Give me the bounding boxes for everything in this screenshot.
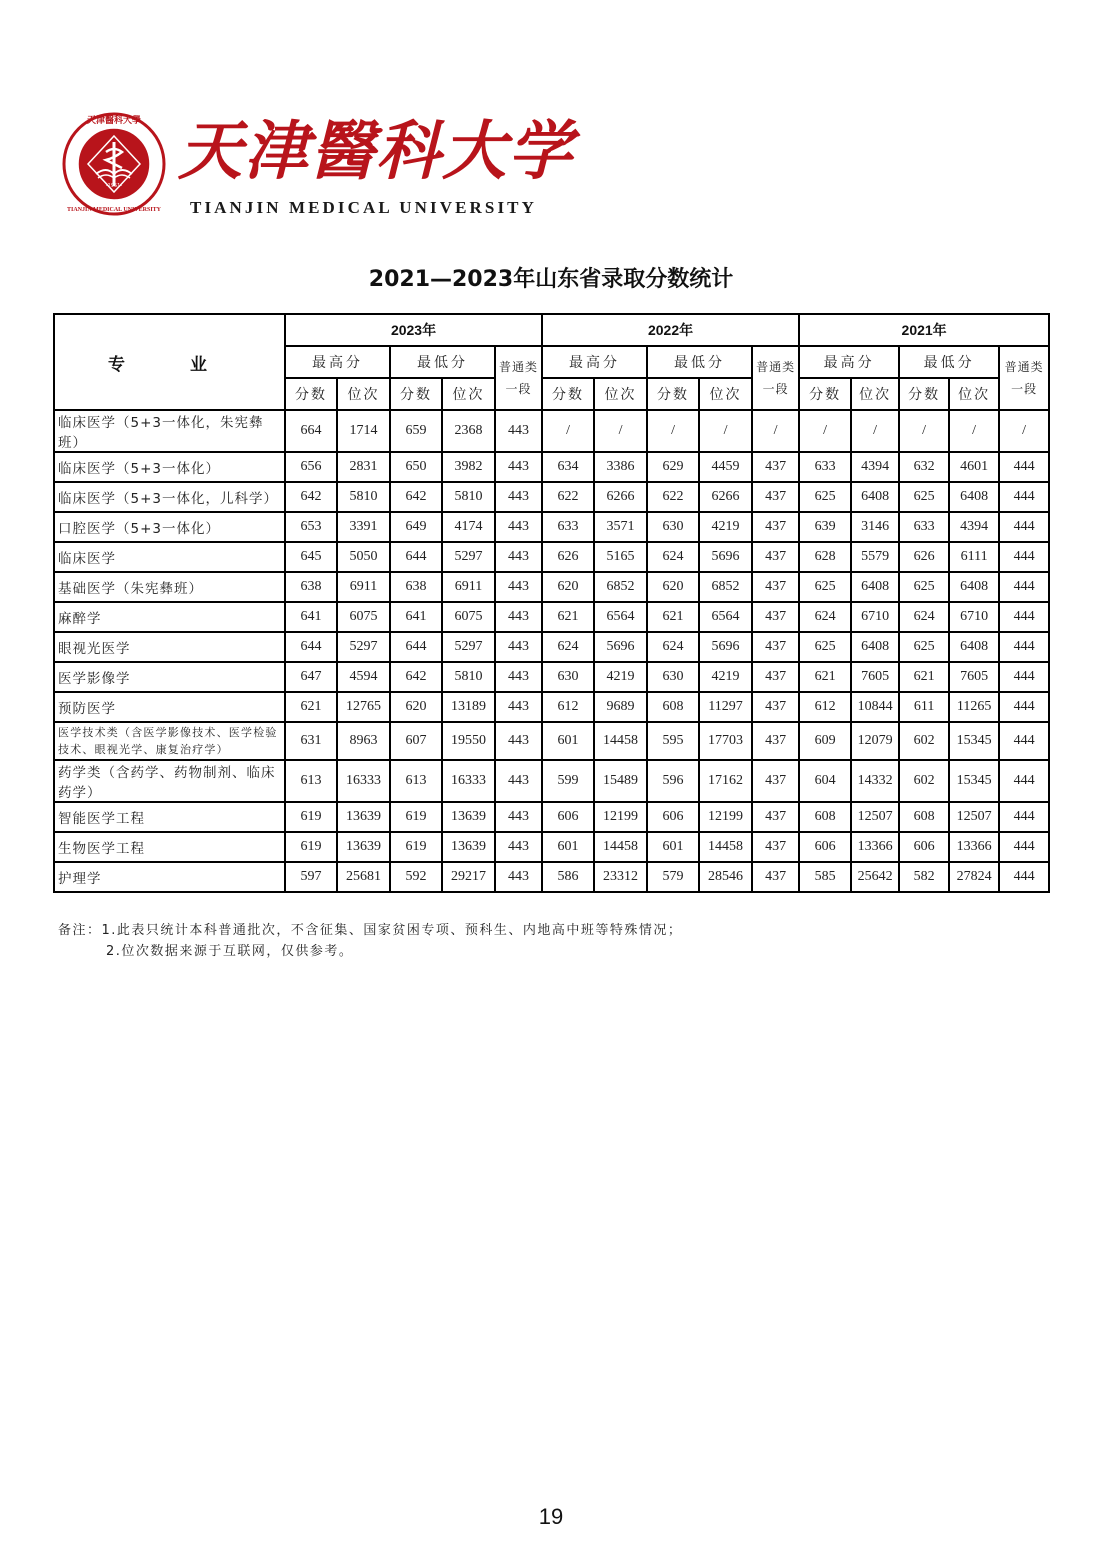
score-value: 656 — [285, 452, 337, 482]
score-value: 639 — [799, 512, 851, 542]
rank-value: 622 — [542, 482, 594, 512]
table-row — [54, 832, 1049, 862]
university-name-en: TIANJIN MEDICAL UNIVERSITY — [190, 198, 537, 217]
score-value: 641 — [390, 602, 442, 632]
table-row — [54, 572, 1049, 602]
segment-line-value: 443 — [495, 802, 542, 832]
score-value: / — [799, 410, 851, 452]
rank-value: 608 — [647, 692, 699, 722]
segment-line-value: 437 — [752, 632, 799, 662]
segment-line-value: 444 — [999, 512, 1049, 542]
table-row — [54, 602, 1049, 632]
segment-line-value: 437 — [752, 602, 799, 632]
rank-value: 5050 — [337, 542, 390, 572]
score-header: 分数 — [542, 378, 594, 410]
segment-line-value: / — [999, 410, 1049, 452]
score-value: 612 — [799, 692, 851, 722]
score-value: 604 — [799, 760, 851, 802]
min-score-header: 最低分 — [899, 346, 999, 378]
score-value: 644 — [285, 632, 337, 662]
segment-line-value: 444 — [999, 452, 1049, 482]
score-value: 633 — [899, 512, 949, 542]
score-value: 585 — [799, 862, 851, 892]
score-value: 619 — [285, 802, 337, 832]
year-header-2022: 2022年 — [542, 314, 799, 346]
rank-value: 6408 — [851, 482, 899, 512]
score-value: 14458 — [699, 832, 752, 862]
table-row — [54, 662, 1049, 692]
rank-value: 16333 — [337, 760, 390, 802]
rank-value: 612 — [542, 692, 594, 722]
rank-value: 624 — [647, 542, 699, 572]
segment-line-value: 443 — [495, 542, 542, 572]
rank-value: 4174 — [442, 512, 495, 542]
rank-value: 13639 — [442, 802, 495, 832]
score-value: 650 — [390, 452, 442, 482]
rank-value: 579 — [647, 862, 699, 892]
score-value: 620 — [390, 692, 442, 722]
table-body — [54, 410, 1049, 892]
rank-value: 629 — [647, 452, 699, 482]
rank-value: 5297 — [442, 632, 495, 662]
rank-value: 25642 — [851, 862, 899, 892]
major-name: 口腔医学（5+3一体化） — [54, 512, 285, 542]
rank-value: 3146 — [851, 512, 899, 542]
rank-value: 6408 — [949, 482, 999, 512]
rank-value: 6408 — [949, 572, 999, 602]
table-row — [54, 512, 1049, 542]
score-value: 633 — [799, 452, 851, 482]
rank-value: 624 — [647, 632, 699, 662]
score-value: 5696 — [699, 542, 752, 572]
max-score-header: 最高分 — [542, 346, 647, 378]
score-value: 606 — [899, 832, 949, 862]
score-value: 12199 — [594, 802, 647, 832]
rank-value: 630 — [647, 512, 699, 542]
segment-line-value: 437 — [752, 452, 799, 482]
max-score-header: 最高分 — [285, 346, 390, 378]
score-value: 609 — [799, 722, 851, 760]
rank-value: 6408 — [851, 572, 899, 602]
score-value: 608 — [899, 802, 949, 832]
rank-value: 12507 — [949, 802, 999, 832]
segment-line-value: 444 — [999, 692, 1049, 722]
rank-value: 6111 — [949, 542, 999, 572]
score-header: 分数 — [285, 378, 337, 410]
rank-value: 6075 — [442, 602, 495, 632]
segment-line-header: 普通类 一段 — [752, 346, 799, 410]
rank-value: 11265 — [949, 692, 999, 722]
segment-line-value: 444 — [999, 760, 1049, 802]
score-value: 625 — [799, 572, 851, 602]
rank-value: 13366 — [949, 832, 999, 862]
rank-value: 14332 — [851, 760, 899, 802]
major-name: 药学类（含药学、药物制剂、临床药学） — [54, 760, 285, 802]
svg-text:TIANJIN MEDICAL UNIVERSITY: TIANJIN MEDICAL UNIVERSITY — [66, 207, 162, 213]
segment-line-header: 普通类 一段 — [999, 346, 1049, 410]
min-score-header: 最低分 — [390, 346, 495, 378]
rank-value: 27824 — [949, 862, 999, 892]
rank-value: 6911 — [442, 572, 495, 602]
segment-line-value: 443 — [495, 692, 542, 722]
score-value: 631 — [285, 722, 337, 760]
rank-value: 620 — [542, 572, 594, 602]
rank-value: 4594 — [337, 662, 390, 692]
segment-line-value: 444 — [999, 722, 1049, 760]
segment-line-value: 437 — [752, 512, 799, 542]
segment-line-value: 443 — [495, 632, 542, 662]
rank-value: 606 — [542, 802, 594, 832]
footnotes — [58, 920, 682, 962]
segment-line-value: 443 — [495, 512, 542, 542]
score-value: 625 — [899, 632, 949, 662]
rank-value: 5810 — [442, 482, 495, 512]
table-row — [54, 802, 1049, 832]
rank-value: 586 — [542, 862, 594, 892]
score-value: 15489 — [594, 760, 647, 802]
university-logo — [62, 112, 574, 222]
segment-line-value: 443 — [495, 452, 542, 482]
segment-line-value: 444 — [999, 482, 1049, 512]
rank-value: 15345 — [949, 760, 999, 802]
score-value: 613 — [285, 760, 337, 802]
score-value: 582 — [899, 862, 949, 892]
rank-value: 6710 — [851, 602, 899, 632]
score-value: 619 — [390, 802, 442, 832]
score-value: 23312 — [594, 862, 647, 892]
rank-header: 位次 — [594, 378, 647, 410]
rank-value: 12765 — [337, 692, 390, 722]
major-name: 医学影像学 — [54, 662, 285, 692]
score-header: 分数 — [390, 378, 442, 410]
rank-value: 3391 — [337, 512, 390, 542]
segment-line-value: 443 — [495, 832, 542, 862]
rank-value: 630 — [542, 662, 594, 692]
rank-value: 601 — [647, 832, 699, 862]
major-name: 智能医学工程 — [54, 802, 285, 832]
score-header: 分数 — [647, 378, 699, 410]
rank-value: 6408 — [949, 632, 999, 662]
score-value: 621 — [899, 662, 949, 692]
score-header: 分数 — [899, 378, 949, 410]
score-value: 3571 — [594, 512, 647, 542]
score-value: 638 — [285, 572, 337, 602]
score-value: 14458 — [594, 722, 647, 760]
major-name: 临床医学（5+3一体化，朱宪彝班） — [54, 410, 285, 452]
score-value: 621 — [799, 662, 851, 692]
score-value: 606 — [799, 832, 851, 862]
major-name: 预防医学 — [54, 692, 285, 722]
rank-value: 5297 — [337, 632, 390, 662]
score-value: 613 — [390, 760, 442, 802]
rank-header: 位次 — [442, 378, 495, 410]
rank-value: / — [949, 410, 999, 452]
score-value: 632 — [899, 452, 949, 482]
major-name: 眼视光医学 — [54, 632, 285, 662]
rank-value: 5579 — [851, 542, 899, 572]
rank-value: 2368 — [442, 410, 495, 452]
score-value: 611 — [899, 692, 949, 722]
segment-line-value: 444 — [999, 832, 1049, 862]
score-value: 11297 — [699, 692, 752, 722]
score-header: 分数 — [799, 378, 851, 410]
segment-line-header: 普通类 一段 — [495, 346, 542, 410]
major-name: 基础医学（朱宪彝班） — [54, 572, 285, 602]
major-name: 医学技术类（含医学影像技术、医学检验技术、眼视光学、康复治疗学） — [54, 722, 285, 760]
rank-header: 位次 — [949, 378, 999, 410]
score-value: 619 — [390, 832, 442, 862]
score-value: 659 — [390, 410, 442, 452]
university-seal-icon — [62, 112, 166, 216]
score-value: 4219 — [594, 662, 647, 692]
score-value: 664 — [285, 410, 337, 452]
rank-value: 29217 — [442, 862, 495, 892]
score-value: 649 — [390, 512, 442, 542]
segment-line-value: 437 — [752, 542, 799, 572]
rank-value: 633 — [542, 512, 594, 542]
score-value: 638 — [390, 572, 442, 602]
score-value: 12199 — [699, 802, 752, 832]
rank-value: 5810 — [337, 482, 390, 512]
score-value: 6266 — [699, 482, 752, 512]
score-value: 6564 — [699, 602, 752, 632]
score-value: 5696 — [699, 632, 752, 662]
segment-line-value: 443 — [495, 572, 542, 602]
score-value: 602 — [899, 760, 949, 802]
score-value: 5696 — [594, 632, 647, 662]
score-value: 641 — [285, 602, 337, 632]
score-value: 28546 — [699, 862, 752, 892]
rank-value: 601 — [542, 722, 594, 760]
footnote-1: 备注：1.此表只统计本科普通批次，不含征集、国家贫困专项、预科生、内地高中班等特殊情况； — [58, 923, 683, 938]
score-value: 626 — [899, 542, 949, 572]
major-name: 临床医学 — [54, 542, 285, 572]
table-row — [54, 862, 1049, 892]
rank-value: 13639 — [337, 802, 390, 832]
segment-line-value: 437 — [752, 760, 799, 802]
score-value: 619 — [285, 832, 337, 862]
table-row — [54, 482, 1049, 512]
score-value: 4219 — [699, 662, 752, 692]
score-value: 625 — [899, 572, 949, 602]
rank-value: 5297 — [442, 542, 495, 572]
rank-value: 621 — [647, 602, 699, 632]
segment-line-value: / — [752, 410, 799, 452]
rank-value: / — [851, 410, 899, 452]
score-value: 592 — [390, 862, 442, 892]
score-value: 602 — [899, 722, 949, 760]
score-value: 14458 — [594, 832, 647, 862]
year-header-2021: 2021年 — [799, 314, 1049, 346]
rank-value: 596 — [647, 760, 699, 802]
admission-scores-table — [53, 313, 1050, 893]
score-value: 17162 — [699, 760, 752, 802]
rank-value: 6075 — [337, 602, 390, 632]
score-value: 647 — [285, 662, 337, 692]
rank-value: 10844 — [851, 692, 899, 722]
table-row — [54, 722, 1049, 760]
segment-line-value: 444 — [999, 542, 1049, 572]
score-value: / — [699, 410, 752, 452]
score-value: 628 — [799, 542, 851, 572]
rank-value: / — [542, 410, 594, 452]
score-value: 6852 — [699, 572, 752, 602]
segment-line-value: 443 — [495, 482, 542, 512]
score-value: 642 — [390, 662, 442, 692]
table-row — [54, 410, 1049, 452]
score-value: 4219 — [699, 512, 752, 542]
table-row — [54, 542, 1049, 572]
rank-value: 626 — [542, 542, 594, 572]
major-column-header: 专 业 — [54, 314, 285, 410]
score-value: 625 — [899, 482, 949, 512]
score-value: 621 — [285, 692, 337, 722]
rank-value: 8963 — [337, 722, 390, 760]
rank-value: 12507 — [851, 802, 899, 832]
segment-line-value: 437 — [752, 692, 799, 722]
rank-value: 6911 — [337, 572, 390, 602]
segment-line-value: 444 — [999, 802, 1049, 832]
segment-line-value: 444 — [999, 572, 1049, 602]
segment-line-value: 443 — [495, 410, 542, 452]
segment-line-value: 437 — [752, 832, 799, 862]
rank-value: 5810 — [442, 662, 495, 692]
score-value: 6564 — [594, 602, 647, 632]
table-row — [54, 692, 1049, 722]
score-value: 625 — [799, 632, 851, 662]
rank-header: 位次 — [337, 378, 390, 410]
rank-value: 606 — [647, 802, 699, 832]
rank-value: 630 — [647, 662, 699, 692]
rank-value: 25681 — [337, 862, 390, 892]
rank-value: 16333 — [442, 760, 495, 802]
segment-line-value: 444 — [999, 632, 1049, 662]
rank-value: 4394 — [949, 512, 999, 542]
score-value: 4459 — [699, 452, 752, 482]
rank-value: 15345 — [949, 722, 999, 760]
score-value: / — [899, 410, 949, 452]
rank-value: 13639 — [442, 832, 495, 862]
segment-line-value: 437 — [752, 722, 799, 760]
major-name: 护理学 — [54, 862, 285, 892]
score-value: 624 — [799, 602, 851, 632]
segment-line-value: 443 — [495, 862, 542, 892]
rank-value: 13189 — [442, 692, 495, 722]
score-value: 642 — [285, 482, 337, 512]
min-score-header: 最低分 — [647, 346, 752, 378]
segment-line-value: 437 — [752, 662, 799, 692]
segment-line-value: 444 — [999, 662, 1049, 692]
rank-value: 2831 — [337, 452, 390, 482]
score-value: 17703 — [699, 722, 752, 760]
table-row — [54, 760, 1049, 802]
rank-value: 595 — [647, 722, 699, 760]
rank-value: 601 — [542, 832, 594, 862]
rank-value: 7605 — [851, 662, 899, 692]
score-value: 607 — [390, 722, 442, 760]
score-value: 653 — [285, 512, 337, 542]
rank-value: 622 — [647, 482, 699, 512]
segment-line-value: 443 — [495, 722, 542, 760]
rank-value: 634 — [542, 452, 594, 482]
svg-text:天津醫科大學: 天津醫科大學 — [86, 116, 142, 126]
score-value: 642 — [390, 482, 442, 512]
rank-value: 3982 — [442, 452, 495, 482]
major-name: 临床医学（5+3一体化） — [54, 452, 285, 482]
page-number: 19 — [538, 1504, 564, 1529]
score-value: 9689 — [594, 692, 647, 722]
rank-value: 599 — [542, 760, 594, 802]
table-row — [54, 452, 1049, 482]
svg-text:-1951-: -1951- — [105, 183, 123, 189]
rank-value: 621 — [542, 602, 594, 632]
major-name: 临床医学（5+3一体化，儿科学） — [54, 482, 285, 512]
rank-value: 620 — [647, 572, 699, 602]
score-value: / — [594, 410, 647, 452]
rank-value: 7605 — [949, 662, 999, 692]
score-value: 6266 — [594, 482, 647, 512]
score-value: 645 — [285, 542, 337, 572]
university-name-cn: 天津醫科大学 — [178, 114, 574, 189]
score-value: 624 — [899, 602, 949, 632]
segment-line-value: 443 — [495, 662, 542, 692]
segment-line-value: 443 — [495, 602, 542, 632]
segment-line-value: 437 — [752, 482, 799, 512]
major-name: 生物医学工程 — [54, 832, 285, 862]
rank-header: 位次 — [699, 378, 752, 410]
page-title: 2021—2023年山东省录取分数统计 — [368, 267, 734, 292]
score-value: 5165 — [594, 542, 647, 572]
segment-line-value: 443 — [495, 760, 542, 802]
rank-value: 4394 — [851, 452, 899, 482]
segment-line-value: 444 — [999, 862, 1049, 892]
segment-line-value: 437 — [752, 862, 799, 892]
score-value: 6852 — [594, 572, 647, 602]
score-value: 608 — [799, 802, 851, 832]
rank-value: 6710 — [949, 602, 999, 632]
rank-value: 13366 — [851, 832, 899, 862]
major-name: 麻醉学 — [54, 602, 285, 632]
rank-value: 4601 — [949, 452, 999, 482]
year-header-2023: 2023年 — [285, 314, 542, 346]
table-row — [54, 632, 1049, 662]
score-value: 3386 — [594, 452, 647, 482]
rank-value: 19550 — [442, 722, 495, 760]
score-value: 597 — [285, 862, 337, 892]
rank-value: 1714 — [337, 410, 390, 452]
segment-line-value: 437 — [752, 572, 799, 602]
segment-line-value: 437 — [752, 802, 799, 832]
max-score-header: 最高分 — [799, 346, 899, 378]
rank-value: 6408 — [851, 632, 899, 662]
score-value: 644 — [390, 542, 442, 572]
score-value: 644 — [390, 632, 442, 662]
rank-header: 位次 — [851, 378, 899, 410]
rank-value: 13639 — [337, 832, 390, 862]
rank-value: 624 — [542, 632, 594, 662]
rank-value: 12079 — [851, 722, 899, 760]
segment-line-value: 444 — [999, 602, 1049, 632]
score-value: 625 — [799, 482, 851, 512]
footnote-2: 2.位次数据来源于互联网，仅供参考。 — [106, 944, 354, 959]
rank-value: / — [647, 410, 699, 452]
